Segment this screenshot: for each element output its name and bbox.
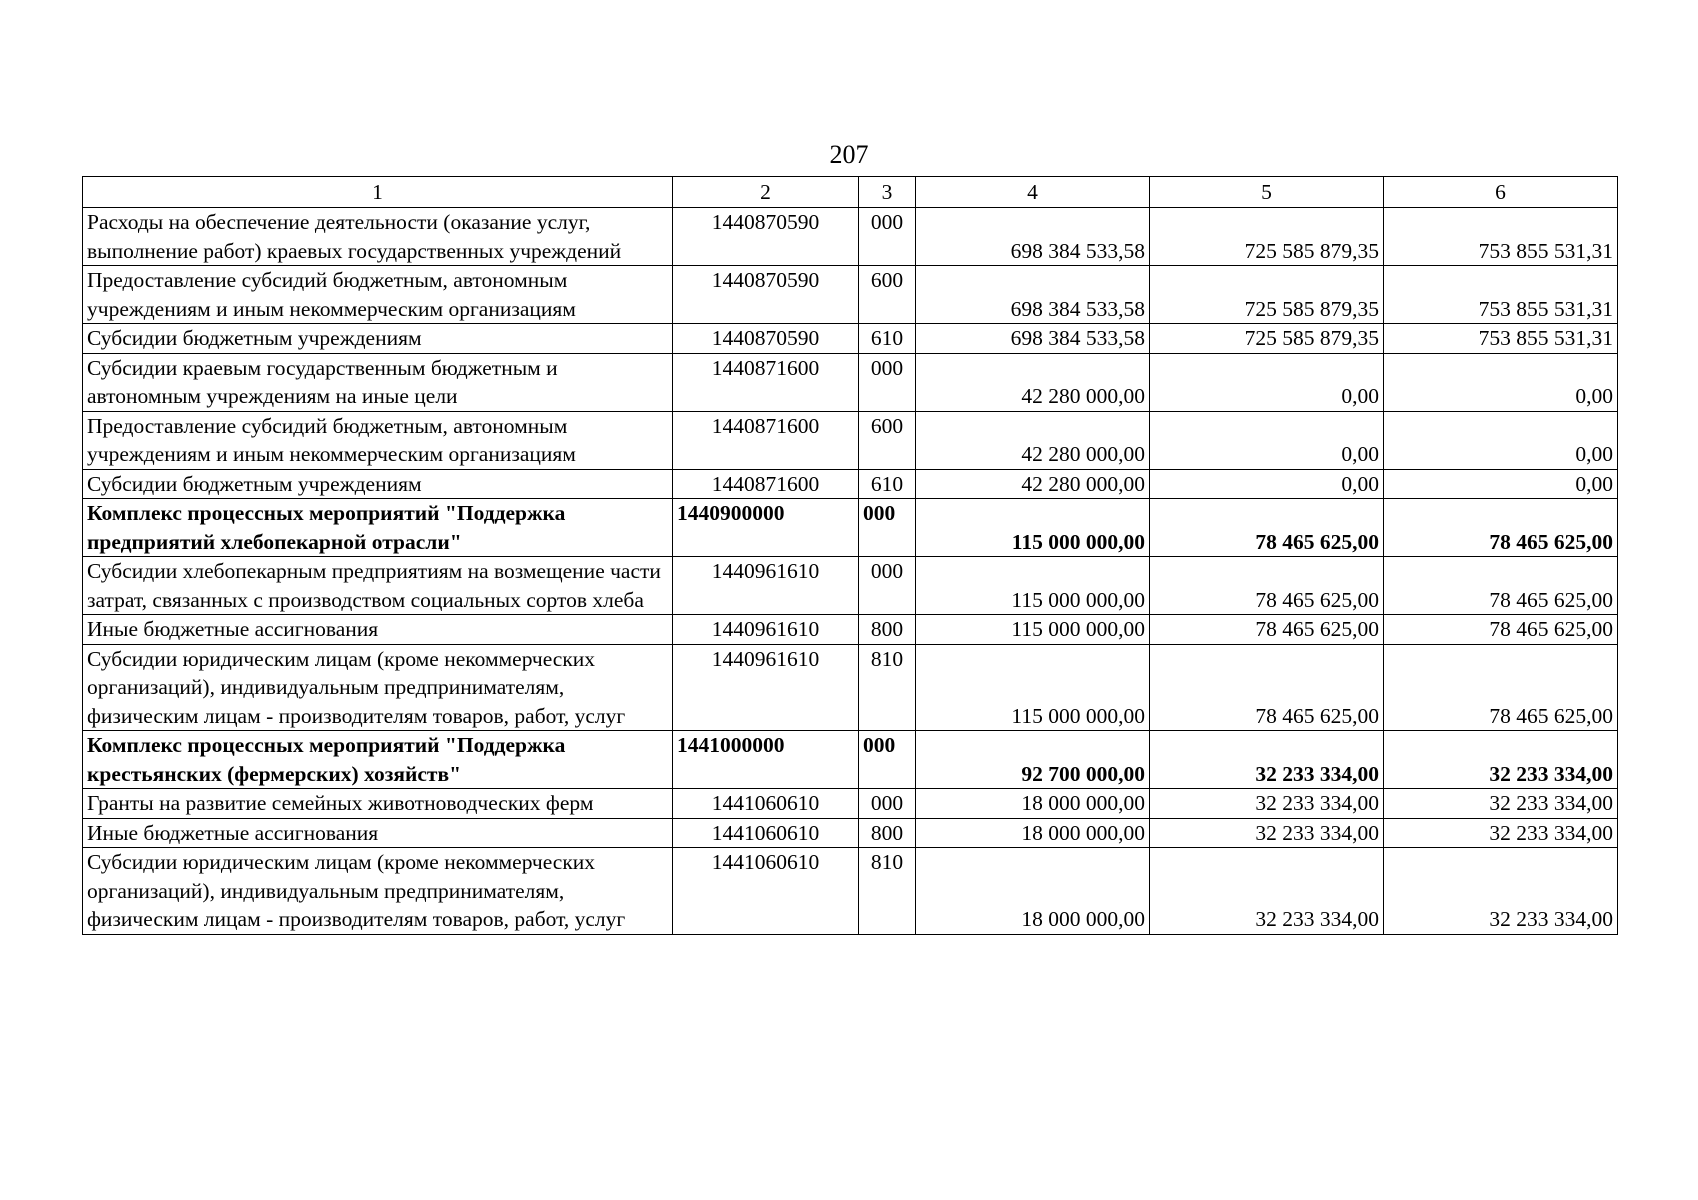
amount-year2: 0,00 — [1150, 469, 1384, 499]
table-row-section — [83, 731, 1618, 789]
amount-year1: 42 280 000,00 — [916, 469, 1150, 499]
amount-year2: 0,00 — [1150, 411, 1384, 469]
amount-year3: 78 465 625,00 — [1384, 615, 1618, 645]
row-name: Комплекс процессных мероприятий "Поддержка предприятий хлебопекарной отрасли" — [83, 499, 673, 557]
row-kind: 800 — [859, 818, 916, 848]
col-header-3: 3 — [859, 177, 916, 208]
row-name: Иные бюджетные ассигнования — [83, 615, 673, 645]
row-code: 1441060610 — [673, 789, 859, 819]
table-row — [83, 557, 1618, 615]
table-row — [83, 411, 1618, 469]
amount-year3: 32 233 334,00 — [1384, 818, 1618, 848]
row-kind: 810 — [859, 644, 916, 731]
table-row — [83, 353, 1618, 411]
amount-year3: 0,00 — [1384, 411, 1618, 469]
table-row — [83, 469, 1618, 499]
row-kind: 810 — [859, 848, 916, 935]
amount-year1: 18 000 000,00 — [916, 789, 1150, 819]
row-name: Предоставление субсидий бюджетным, автономным учреждениям и иным некоммерческим организациям — [83, 411, 673, 469]
row-code: 1440871600 — [673, 469, 859, 499]
row-kind: 600 — [859, 266, 916, 324]
row-name: Субсидии краевым государственным бюджетным и автономным учреждениям на иные цели — [83, 353, 673, 411]
row-code: 1441060610 — [673, 848, 859, 935]
row-kind: 000 — [859, 353, 916, 411]
amount-year1: 698 384 533,58 — [916, 266, 1150, 324]
row-name: Субсидии юридическим лицам (кроме некоммерческих организаций), индивидуальным предпринимателям, физическим лицам - производителям товаров, работ, услуг — [83, 644, 673, 731]
amount-year2: 78 465 625,00 — [1150, 557, 1384, 615]
row-name: Расходы на обеспечение деятельности (оказание услуг, выполнение работ) краевых государственных учреждений — [83, 208, 673, 266]
row-code: 1440870590 — [673, 324, 859, 354]
row-name: Предоставление субсидий бюджетным, автономным учреждениям и иным некоммерческим организациям — [83, 266, 673, 324]
row-kind: 600 — [859, 411, 916, 469]
row-code: 1440870590 — [673, 266, 859, 324]
table-row — [83, 324, 1618, 354]
page-number: 207 — [829, 140, 869, 169]
row-name: Субсидии бюджетным учреждениям — [83, 324, 673, 354]
amount-year3: 753 855 531,31 — [1384, 266, 1618, 324]
amount-year2: 725 585 879,35 — [1150, 208, 1384, 266]
col-header-1: 1 — [83, 177, 673, 208]
amount-year2: 32 233 334,00 — [1150, 818, 1384, 848]
col-header-5: 5 — [1150, 177, 1384, 208]
row-code: 1440870590 — [673, 208, 859, 266]
amount-year1: 698 384 533,58 — [916, 324, 1150, 354]
table-row — [83, 818, 1618, 848]
row-kind: 000 — [859, 208, 916, 266]
table-row — [83, 266, 1618, 324]
row-name: Субсидии бюджетным учреждениям — [83, 469, 673, 499]
amount-year3: 753 855 531,31 — [1384, 208, 1618, 266]
amount-year2: 78 465 625,00 — [1150, 499, 1384, 557]
amount-year3: 78 465 625,00 — [1384, 499, 1618, 557]
col-header-6: 6 — [1384, 177, 1618, 208]
amount-year1: 18 000 000,00 — [916, 818, 1150, 848]
row-name: Субсидии юридическим лицам (кроме некоммерческих организаций), индивидуальным предпринимателям, физическим лицам - производителям товаров, работ, услуг — [83, 848, 673, 935]
amount-year2: 725 585 879,35 — [1150, 266, 1384, 324]
table-row — [83, 615, 1618, 645]
row-kind: 000 — [859, 789, 916, 819]
amount-year2: 0,00 — [1150, 353, 1384, 411]
row-code: 1440900000 — [673, 499, 859, 557]
amount-year1: 42 280 000,00 — [916, 411, 1150, 469]
row-kind: 610 — [859, 324, 916, 354]
table-row — [83, 208, 1618, 266]
amount-year3: 78 465 625,00 — [1384, 644, 1618, 731]
row-kind: 800 — [859, 615, 916, 645]
row-code: 1440961610 — [673, 644, 859, 731]
header-row — [83, 177, 1618, 208]
row-name: Иные бюджетные ассигнования — [83, 818, 673, 848]
amount-year3: 32 233 334,00 — [1384, 789, 1618, 819]
table-row — [83, 848, 1618, 935]
row-code: 1440961610 — [673, 557, 859, 615]
amount-year3: 32 233 334,00 — [1384, 848, 1618, 935]
budget-table — [82, 176, 1618, 935]
row-kind: 610 — [859, 469, 916, 499]
amount-year3: 753 855 531,31 — [1384, 324, 1618, 354]
amount-year1: 18 000 000,00 — [916, 848, 1150, 935]
amount-year2: 78 465 625,00 — [1150, 644, 1384, 731]
amount-year2: 78 465 625,00 — [1150, 615, 1384, 645]
row-name: Комплекс процессных мероприятий "Поддержка крестьянских (фермерских) хозяйств" — [83, 731, 673, 789]
amount-year1: 115 000 000,00 — [916, 644, 1150, 731]
col-header-4: 4 — [916, 177, 1150, 208]
col-header-2: 2 — [673, 177, 859, 208]
row-name: Субсидии хлебопекарным предприятиям на возмещение части затрат, связанных с производством социальных сортов хлеба — [83, 557, 673, 615]
table-row-section — [83, 499, 1618, 557]
row-code: 1441060610 — [673, 818, 859, 848]
amount-year3: 0,00 — [1384, 353, 1618, 411]
row-kind: 000 — [859, 731, 916, 789]
amount-year1: 115 000 000,00 — [916, 615, 1150, 645]
amount-year1: 92 700 000,00 — [916, 731, 1150, 789]
amount-year3: 32 233 334,00 — [1384, 731, 1618, 789]
table-row — [83, 644, 1618, 731]
amount-year3: 0,00 — [1384, 469, 1618, 499]
amount-year2: 725 585 879,35 — [1150, 324, 1384, 354]
amount-year1: 115 000 000,00 — [916, 499, 1150, 557]
row-name: Гранты на развитие семейных животноводческих ферм — [83, 789, 673, 819]
amount-year2: 32 233 334,00 — [1150, 848, 1384, 935]
amount-year1: 115 000 000,00 — [916, 557, 1150, 615]
row-kind: 000 — [859, 499, 916, 557]
row-kind: 000 — [859, 557, 916, 615]
row-code: 1441000000 — [673, 731, 859, 789]
row-code: 1440871600 — [673, 353, 859, 411]
amount-year2: 32 233 334,00 — [1150, 731, 1384, 789]
row-code: 1440871600 — [673, 411, 859, 469]
amount-year1: 698 384 533,58 — [916, 208, 1150, 266]
row-code: 1440961610 — [673, 615, 859, 645]
table-row — [83, 789, 1618, 819]
amount-year1: 42 280 000,00 — [916, 353, 1150, 411]
amount-year3: 78 465 625,00 — [1384, 557, 1618, 615]
amount-year2: 32 233 334,00 — [1150, 789, 1384, 819]
